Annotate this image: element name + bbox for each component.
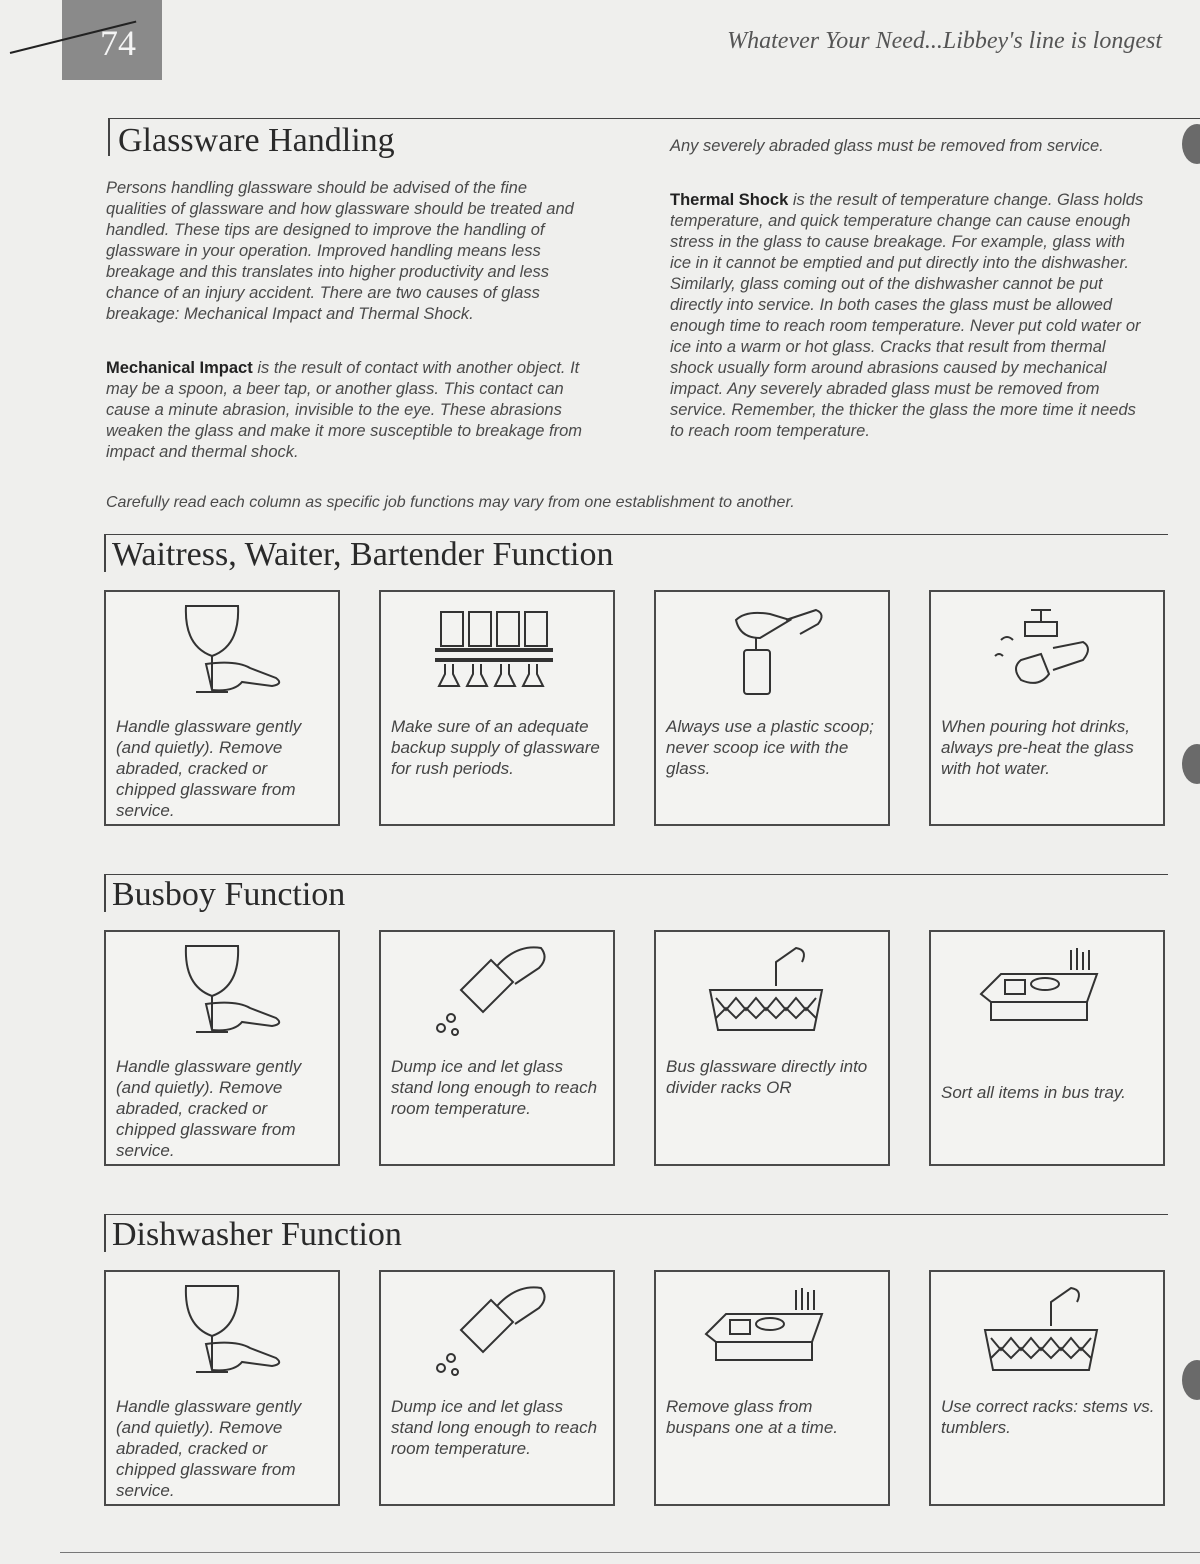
ice-scoop-icon xyxy=(696,600,846,710)
binder-hole xyxy=(1182,124,1200,164)
dump-ice-glass-icon xyxy=(421,1280,571,1390)
instruction-card xyxy=(104,590,340,826)
section-bar xyxy=(108,118,110,156)
instruction-card xyxy=(654,590,890,826)
instruction-card xyxy=(929,590,1165,826)
section-title: Busboy Function xyxy=(112,876,346,913)
card-caption: Remove glass from buspans one at a time. xyxy=(666,1397,839,1437)
card-caption: Sort all items in bus tray. xyxy=(941,1083,1126,1102)
card-caption: Handle glassware gently (and quietly). Remove abraded, cracked or chipped glassware from service. xyxy=(116,1057,302,1160)
instruction-card xyxy=(379,930,615,1166)
buspan-icon xyxy=(696,1280,846,1390)
intro-paragraph: Persons handling glassware should be advised of the fine qualities of glassware and how glassware should be treated and handled. These tips are designed to improve the handling of glassware in your operation. Improved handling means less breakage and this translates into higher productivity and less chance of an injury accident. There are two causes of glass breakage: Mechanical Impact and Thermal Shock. xyxy=(106,179,574,323)
hand-holding-glass-icon xyxy=(146,1280,296,1390)
mechanical-impact-term: Mechanical Impact xyxy=(106,359,253,377)
page-tagline: Whatever Your Need...Libbey's line is longest xyxy=(727,28,1162,54)
bottom-rule xyxy=(60,1552,1200,1553)
section-rule xyxy=(104,534,1168,535)
thermal-shock-text: is the result of temperature change. Glass holds temperature, and quick temperature change can cause enough stress in the glass to cause breakage. For example, glass with ice in it cannot be emptied and put directly into the dishwasher. Similarly, glass coming out of the dishwasher cannot be put directly into service. In both cases the glass must be allowed enough time to reach room temperature. Never put cold water or ice into a warm or hot glass. Cracks that result from thermal shock usually form around abrasions caused by mechanical impact. Any severely abraded glass must be removed from service. Remember, the thicker the glass the more time it needs to reach room temperature. xyxy=(670,191,1144,440)
section-bar xyxy=(104,534,106,572)
thermal-shock-term: Thermal Shock xyxy=(670,191,789,209)
card-caption: Make sure of an adequate backup supply of glassware for rush periods. xyxy=(391,717,600,778)
hand-holding-glass-icon xyxy=(146,600,296,710)
section-title: Waitress, Waiter, Bartender Function xyxy=(112,536,614,573)
instruction-card xyxy=(929,930,1165,1166)
abraded-note: Any severely abraded glass must be removed from service. xyxy=(670,137,1104,155)
card-caption: Use correct racks: stems vs. tumblers. xyxy=(941,1397,1155,1437)
card-caption: Handle glassware gently (and quietly). Remove abraded, cracked or chipped glassware from service. xyxy=(116,1397,302,1500)
thermal-shock-paragraph xyxy=(670,190,1150,442)
card-caption: Bus glassware directly into divider racks OR xyxy=(666,1057,868,1097)
binder-hole xyxy=(1182,744,1200,784)
instruction-card xyxy=(654,930,890,1166)
instruction-card xyxy=(104,1270,340,1506)
instruction-card xyxy=(104,930,340,1166)
card-caption: Dump ice and let glass stand long enough to reach room temperature. xyxy=(391,1397,598,1458)
section-rule xyxy=(104,874,1168,875)
section-bar xyxy=(104,1214,106,1252)
instruction-card xyxy=(379,590,615,826)
faucet-preheat-glass-icon xyxy=(971,600,1121,710)
mechanical-impact-text: is the result of contact with another object. It may be a spoon, a beer tap, or another glass. This contact can cause a minute abrasion, invisible to the eye. These abrasions weaken the glass and make it more susceptible to breakage from impact and thermal shock. xyxy=(106,359,583,461)
section-title: Glassware Handling xyxy=(118,122,395,159)
mechanical-impact-paragraph xyxy=(106,358,586,463)
card-caption: Always use a plastic scoop; never scoop ice with the glass. xyxy=(666,717,874,778)
bus-tray-icon xyxy=(971,940,1121,1050)
section-bar xyxy=(104,874,106,912)
section-rule xyxy=(104,1214,1168,1215)
section-title: Dishwasher Function xyxy=(112,1216,402,1253)
glass-rack-shelf-icon xyxy=(421,600,571,710)
section-rule xyxy=(108,118,1200,119)
correct-rack-icon xyxy=(971,1280,1121,1390)
page-number: 74 xyxy=(100,23,136,63)
instruction-card xyxy=(379,1270,615,1506)
divider-rack-icon xyxy=(696,940,846,1050)
instruction-card xyxy=(654,1270,890,1506)
card-caption: Handle glassware gently (and quietly). Remove abraded, cracked or chipped glassware from service. xyxy=(116,717,302,820)
hand-holding-glass-icon xyxy=(146,940,296,1050)
instruction-card xyxy=(929,1270,1165,1506)
reading-note: Carefully read each column as specific job functions may vary from one establishment to another. xyxy=(106,494,795,511)
binder-hole xyxy=(1182,1360,1200,1400)
card-caption: Dump ice and let glass stand long enough to reach room temperature. xyxy=(391,1057,598,1118)
card-caption: When pouring hot drinks, always pre-heat the glass with hot water. xyxy=(941,717,1134,778)
dump-ice-glass-icon xyxy=(421,940,571,1050)
